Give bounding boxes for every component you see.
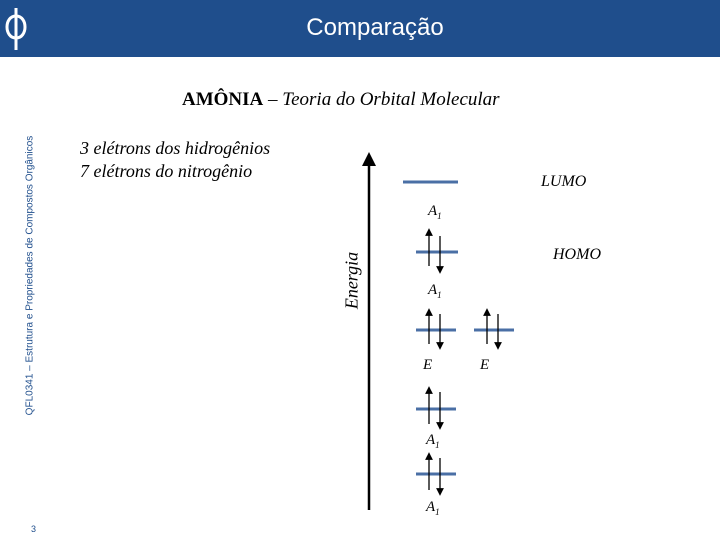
symmetry-label-e2: E [480, 357, 490, 373]
heading-molecule: AMÔNIA [182, 89, 264, 110]
symmetry-label-a1-bonding: $A_1$ [426, 432, 440, 450]
lumo-label: LUMO [541, 173, 587, 190]
homo-label: HOMO [553, 246, 601, 263]
energy-axis [362, 152, 376, 510]
course-label: QFL0341 – Estrutura e Propriedades de Compostos Orgânicos [24, 135, 36, 416]
energy-axis-label: Energia [341, 251, 362, 310]
symmetry-label-lumo: $A_1$ [428, 203, 442, 221]
page-number: 3 [31, 524, 37, 534]
symmetry-label-e1: E [423, 357, 433, 373]
page-title: Comparação [306, 14, 444, 41]
note-hydrogen-electrons: 3 elétrons dos hidrogênios [80, 138, 271, 158]
symmetry-label-a1-lowest: $A_1$ [426, 499, 440, 517]
heading-theory: – Teoria do Orbital Molecular [263, 89, 500, 110]
symmetry-label-homo: $A_1$ [428, 282, 442, 300]
note-nitrogen-electrons: 7 elétrons do nitrogênio [80, 161, 253, 181]
